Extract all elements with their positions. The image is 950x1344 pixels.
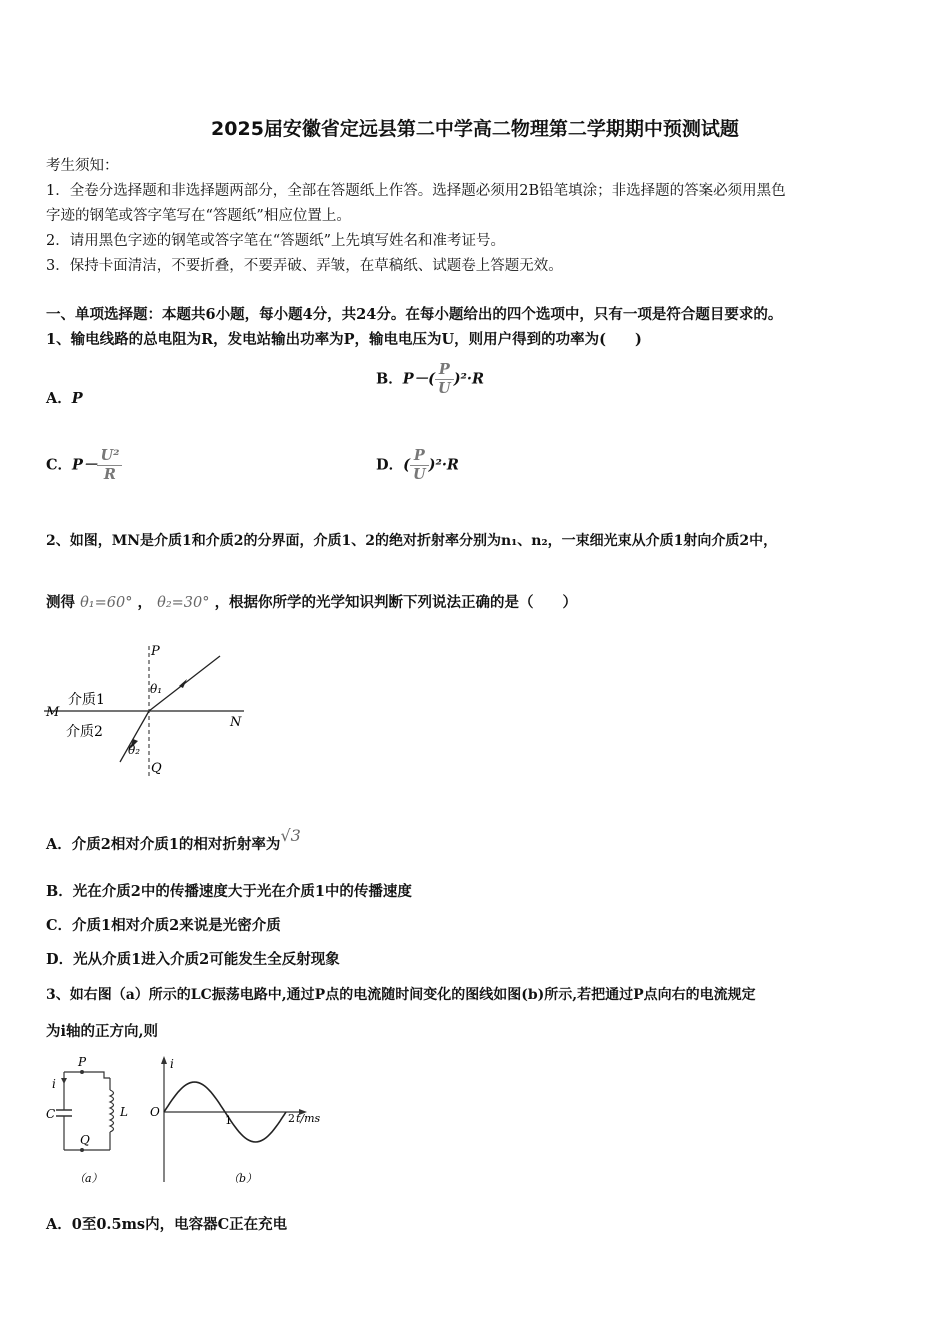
frac-den: U bbox=[412, 466, 426, 484]
notice-heading: 考生须知： bbox=[46, 158, 119, 174]
q1-b-pre: P－( bbox=[402, 370, 436, 388]
i-axis-arrow-icon bbox=[161, 1056, 167, 1064]
q2-stem-pre: 测得 bbox=[46, 594, 75, 611]
q1-option-d bbox=[376, 447, 459, 484]
lc-circuit bbox=[46, 1055, 128, 1185]
origin-label: O bbox=[150, 1105, 160, 1119]
q2-stem-post: ，根据你所学的光学知识判断下列说法正确的是（ ） bbox=[214, 594, 578, 611]
q1-d-label: D． bbox=[376, 456, 404, 474]
label-medium1: 介质1 bbox=[68, 692, 105, 708]
q2-a-text: A．介质2相对介质1的相对折射率为 bbox=[46, 836, 281, 853]
point-p bbox=[80, 1070, 84, 1074]
frac-num: P bbox=[435, 361, 454, 380]
q1-option-a bbox=[46, 387, 83, 408]
q1-option-c bbox=[46, 447, 122, 484]
caption-b: （b） bbox=[228, 1172, 258, 1185]
q1-b-label: B． bbox=[376, 370, 403, 388]
frac-num: P bbox=[410, 447, 429, 466]
q2-theta2: θ₂=30° bbox=[157, 595, 210, 611]
section-heading: 一、单项选择题：本题共6小题，每小题4分，共24分。在每小题给出的四个选项中，只有一项是符合题目要求的。 bbox=[46, 306, 783, 323]
q2-stem-line2 bbox=[46, 591, 577, 612]
q2-theta1: θ₁=60° bbox=[80, 595, 133, 611]
q1-a-text: P bbox=[71, 390, 83, 407]
refraction-diagram bbox=[44, 638, 264, 788]
current-arrow-icon bbox=[61, 1078, 67, 1084]
page-title: 2025届安徽省定远县第二中学高二物理第二学期期中预测试题 bbox=[211, 118, 739, 140]
label-i: i bbox=[52, 1077, 56, 1091]
label-theta2: θ₂ bbox=[128, 743, 141, 757]
notice-item-1: 1．全卷分选择题和非选择题两部分，全部在答题纸上作答。选择题必须用2B铅笔填涂；非选择题的答案必须用黑色 bbox=[46, 183, 786, 199]
label-c: C bbox=[46, 1107, 56, 1121]
q1-b-post: )²·R bbox=[453, 370, 484, 388]
q1-c-pre: P－ bbox=[72, 456, 98, 474]
q2-option-a bbox=[46, 826, 301, 854]
label-p: P bbox=[78, 1055, 87, 1069]
q1-d-pre: ( bbox=[403, 456, 410, 474]
unit-label: t/ms bbox=[296, 1112, 321, 1125]
label-l: L bbox=[120, 1105, 128, 1119]
q2-stem-line1: 2、如图，MN是介质1和介质2的分界面，介质1、2的绝对折射率分别为n₁、n₂，一束细光束从介质1射向介质2中， bbox=[46, 533, 778, 549]
label-theta1: θ₁ bbox=[150, 682, 163, 696]
q2-option-c: C．介质1相对介质2来说是光密介质 bbox=[46, 917, 281, 934]
tick-label-1: 1 bbox=[225, 1114, 232, 1127]
q1-d-fraction bbox=[410, 447, 429, 484]
label-n: N bbox=[230, 715, 242, 730]
frac-den: R bbox=[103, 466, 116, 484]
point-q bbox=[80, 1148, 84, 1152]
label-p: P bbox=[151, 644, 160, 659]
frac-den: U bbox=[438, 380, 451, 398]
label-m: M bbox=[46, 705, 60, 720]
frac-num: U² bbox=[97, 447, 122, 466]
q1-c-fraction bbox=[97, 447, 122, 484]
q1-a-label: A． bbox=[46, 390, 72, 407]
q1-d-post: )²·R bbox=[428, 456, 459, 474]
label-q: Q bbox=[151, 761, 162, 776]
current-graph bbox=[150, 1056, 321, 1185]
q1-c-label: C． bbox=[46, 456, 73, 474]
q3-stem-line1: 3、如右图（a）所示的LC振荡电路中,通过P点的电流随时间变化的图线如图(b)所示,若把通过P点向右的电流规定 bbox=[46, 987, 756, 1003]
sqrt3: √3 bbox=[280, 826, 301, 845]
q2-option-b: B．光在介质2中的传播速度大于光在介质1中的传播速度 bbox=[46, 883, 412, 900]
q3-option-a: A．0至0.5ms内，电容器C正在充电 bbox=[46, 1216, 288, 1233]
lc-circuit-figure bbox=[44, 1054, 344, 1199]
label-medium2: 介质2 bbox=[66, 724, 103, 740]
q2-sep: ， bbox=[137, 594, 153, 611]
q3-stem-line2: 为i轴的正方向,则 bbox=[46, 1023, 159, 1040]
notice-item-3: 3．保持卡面清洁，不要折叠，不要弄破、弄皱，在草稿纸、试题卷上答题无效。 bbox=[46, 258, 563, 274]
inductor-coil bbox=[110, 1090, 114, 1132]
tick-label-2: 2 bbox=[288, 1112, 295, 1125]
q1-b-fraction bbox=[435, 361, 454, 398]
q1-option-b bbox=[376, 361, 484, 398]
notice-item-1-cont: 字迹的钢笔或答字笔写在“答题纸”相应位置上。 bbox=[46, 208, 351, 224]
axis-i-label: i bbox=[170, 1057, 174, 1071]
label-q: Q bbox=[80, 1133, 90, 1147]
q2-option-d: D．光从介质1进入介质2可能发生全反射现象 bbox=[46, 951, 340, 968]
notice-item-2: 2．请用黑色字迹的钢笔或答字笔在“答题纸”上先填写姓名和准考证号。 bbox=[46, 233, 506, 249]
q1-stem: 1、输电线路的总电阻为R，发电站输出功率为P，输电电压为U，则用户得到的功率为( ) bbox=[46, 331, 642, 348]
caption-a: （a） bbox=[74, 1172, 103, 1185]
